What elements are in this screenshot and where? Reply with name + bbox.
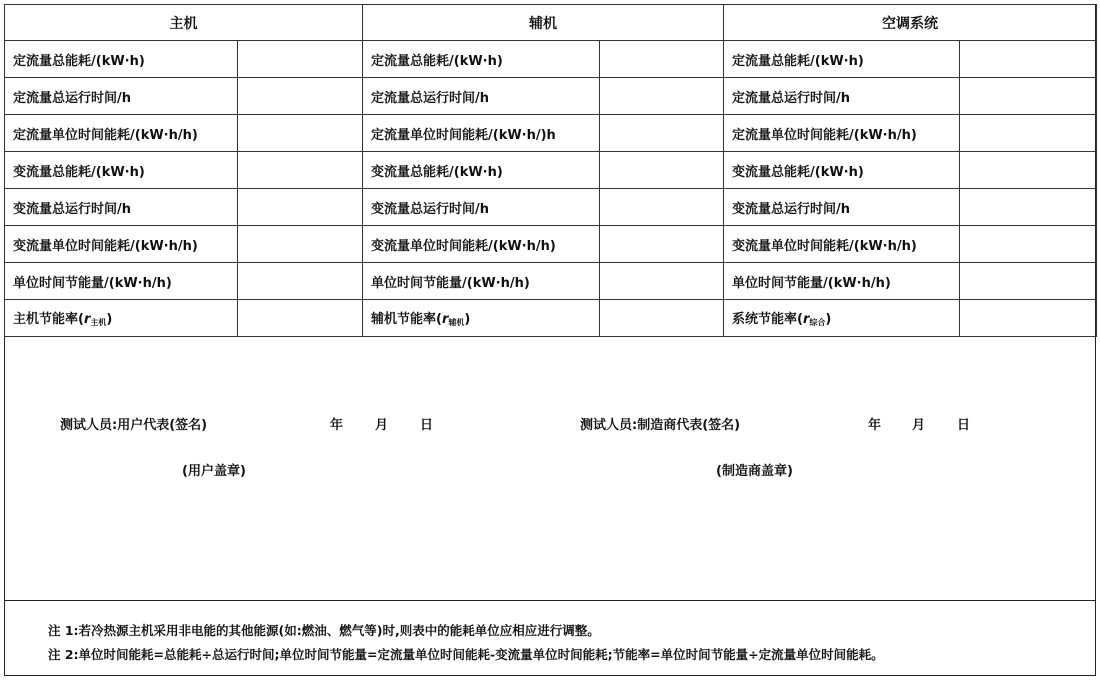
- savings-rate-text: 主机节能率(: [13, 312, 84, 327]
- metric-label: 单位时间节能量/(kW·h/h): [724, 263, 960, 300]
- rate-symbol: r: [441, 312, 449, 327]
- close-paren: ): [825, 312, 832, 327]
- metric-label: 定流量总运行时间/h: [363, 78, 600, 115]
- value-cell[interactable]: [238, 152, 363, 189]
- rate-subscript: 综合: [809, 318, 826, 327]
- header-auxiliary-unit: 辅机: [363, 5, 724, 41]
- value-cell[interactable]: [960, 226, 1097, 263]
- maker-date-year: 年: [868, 418, 882, 433]
- metric-label: 定流量单位时间能耗/(kW·h/h): [724, 115, 960, 152]
- value-cell[interactable]: [238, 41, 363, 78]
- user-seal-label: (用户盖章): [182, 464, 246, 479]
- table-row: [5, 226, 1097, 263]
- metric-label: 定流量单位时间能耗/(kW·h/h): [5, 115, 238, 152]
- metric-label: 定流量总运行时间/h: [5, 78, 238, 115]
- value-cell[interactable]: [960, 263, 1097, 300]
- rate-symbol: r: [802, 312, 810, 327]
- value-cell[interactable]: [960, 78, 1097, 115]
- metric-label: 变流量总能耗/(kW·h): [5, 152, 238, 189]
- metric-label: 变流量单位时间能耗/(kW·h/h): [724, 226, 960, 263]
- energy-table: [4, 4, 1097, 337]
- metric-label: 定流量总运行时间/h: [724, 78, 960, 115]
- metric-label: 定流量单位时间能耗/(kW·h/)h: [363, 115, 600, 152]
- value-cell[interactable]: [960, 115, 1097, 152]
- value-cell[interactable]: [960, 300, 1097, 337]
- maker-signature-label: 测试人员:制造商代表(签名): [580, 418, 741, 433]
- metric-label: 定流量总能耗/(kW·h): [724, 41, 960, 78]
- user-date-month: 月: [375, 418, 389, 433]
- savings-rate-label: [5, 300, 238, 337]
- value-cell[interactable]: [238, 263, 363, 300]
- value-cell[interactable]: [238, 189, 363, 226]
- value-cell[interactable]: [600, 263, 724, 300]
- table-row: [5, 263, 1097, 300]
- metric-label: 变流量单位时间能耗/(kW·h/h): [363, 226, 600, 263]
- savings-rate-label: [724, 300, 960, 337]
- value-cell[interactable]: [238, 115, 363, 152]
- metric-label: 单位时间节能量/(kW·h/h): [363, 263, 600, 300]
- value-cell[interactable]: [238, 78, 363, 115]
- rate-subscript: 主机: [90, 318, 107, 327]
- savings-rate-text: 系统节能率(: [732, 312, 803, 327]
- rate-symbol: r: [83, 312, 91, 327]
- metric-label: 定流量总能耗/(kW·h): [363, 41, 600, 78]
- metric-label: 变流量总运行时间/h: [363, 189, 600, 226]
- metric-label: 变流量总能耗/(kW·h): [363, 152, 600, 189]
- metric-label: 定流量总能耗/(kW·h): [5, 41, 238, 78]
- maker-date-day: 日: [957, 418, 971, 433]
- note-2: 注 2:单位时间能耗=总能耗÷总运行时间;单位时间节能量=定流量单位时间能耗-变流量单位时间能耗;节能率=单位时间节能量÷定流量单位时间能耗。: [48, 647, 884, 662]
- table-row: [5, 189, 1097, 226]
- user-date-day: 日: [420, 418, 434, 433]
- value-cell[interactable]: [238, 300, 363, 337]
- notes-section: [4, 600, 1096, 676]
- value-cell[interactable]: [960, 152, 1097, 189]
- user-signature-label: 测试人员:用户代表(签名): [60, 418, 208, 433]
- value-cell[interactable]: [960, 189, 1097, 226]
- value-cell[interactable]: [600, 300, 724, 337]
- table-row: [5, 78, 1097, 115]
- value-cell[interactable]: [600, 189, 724, 226]
- signature-area: [4, 337, 1096, 599]
- metric-label: 变流量单位时间能耗/(kW·h/h): [5, 226, 238, 263]
- value-cell[interactable]: [600, 226, 724, 263]
- metric-label: 变流量总运行时间/h: [5, 189, 238, 226]
- table-row: [5, 152, 1097, 189]
- value-cell[interactable]: [600, 78, 724, 115]
- table-row-savings-rate: [5, 300, 1097, 337]
- note-1: 注 1:若冷热源主机采用非电能的其他能源(如:燃油、燃气等)时,则表中的能耗单位应相应进行调整。: [48, 623, 600, 638]
- savings-rate-label: [363, 300, 600, 337]
- maker-seal-label: (制造商盖章): [716, 464, 793, 479]
- savings-rate-text: 辅机节能率(: [371, 312, 442, 327]
- value-cell[interactable]: [960, 41, 1097, 78]
- metric-label: 单位时间节能量/(kW·h/h): [5, 263, 238, 300]
- maker-date-month: 月: [912, 418, 926, 433]
- close-paren: ): [106, 312, 113, 327]
- value-cell[interactable]: [600, 115, 724, 152]
- table-header-row: [5, 5, 1097, 41]
- user-date-year: 年: [330, 418, 344, 433]
- metric-label: 变流量总运行时间/h: [724, 189, 960, 226]
- close-paren: ): [464, 312, 471, 327]
- metric-label: 变流量总能耗/(kW·h): [724, 152, 960, 189]
- value-cell[interactable]: [600, 41, 724, 78]
- header-ac-system: 空调系统: [724, 5, 1097, 41]
- value-cell[interactable]: [238, 226, 363, 263]
- rate-subscript: 辅机: [448, 318, 465, 327]
- table-row: [5, 41, 1097, 78]
- table-row: [5, 115, 1097, 152]
- value-cell[interactable]: [600, 152, 724, 189]
- header-main-unit: 主机: [5, 5, 363, 41]
